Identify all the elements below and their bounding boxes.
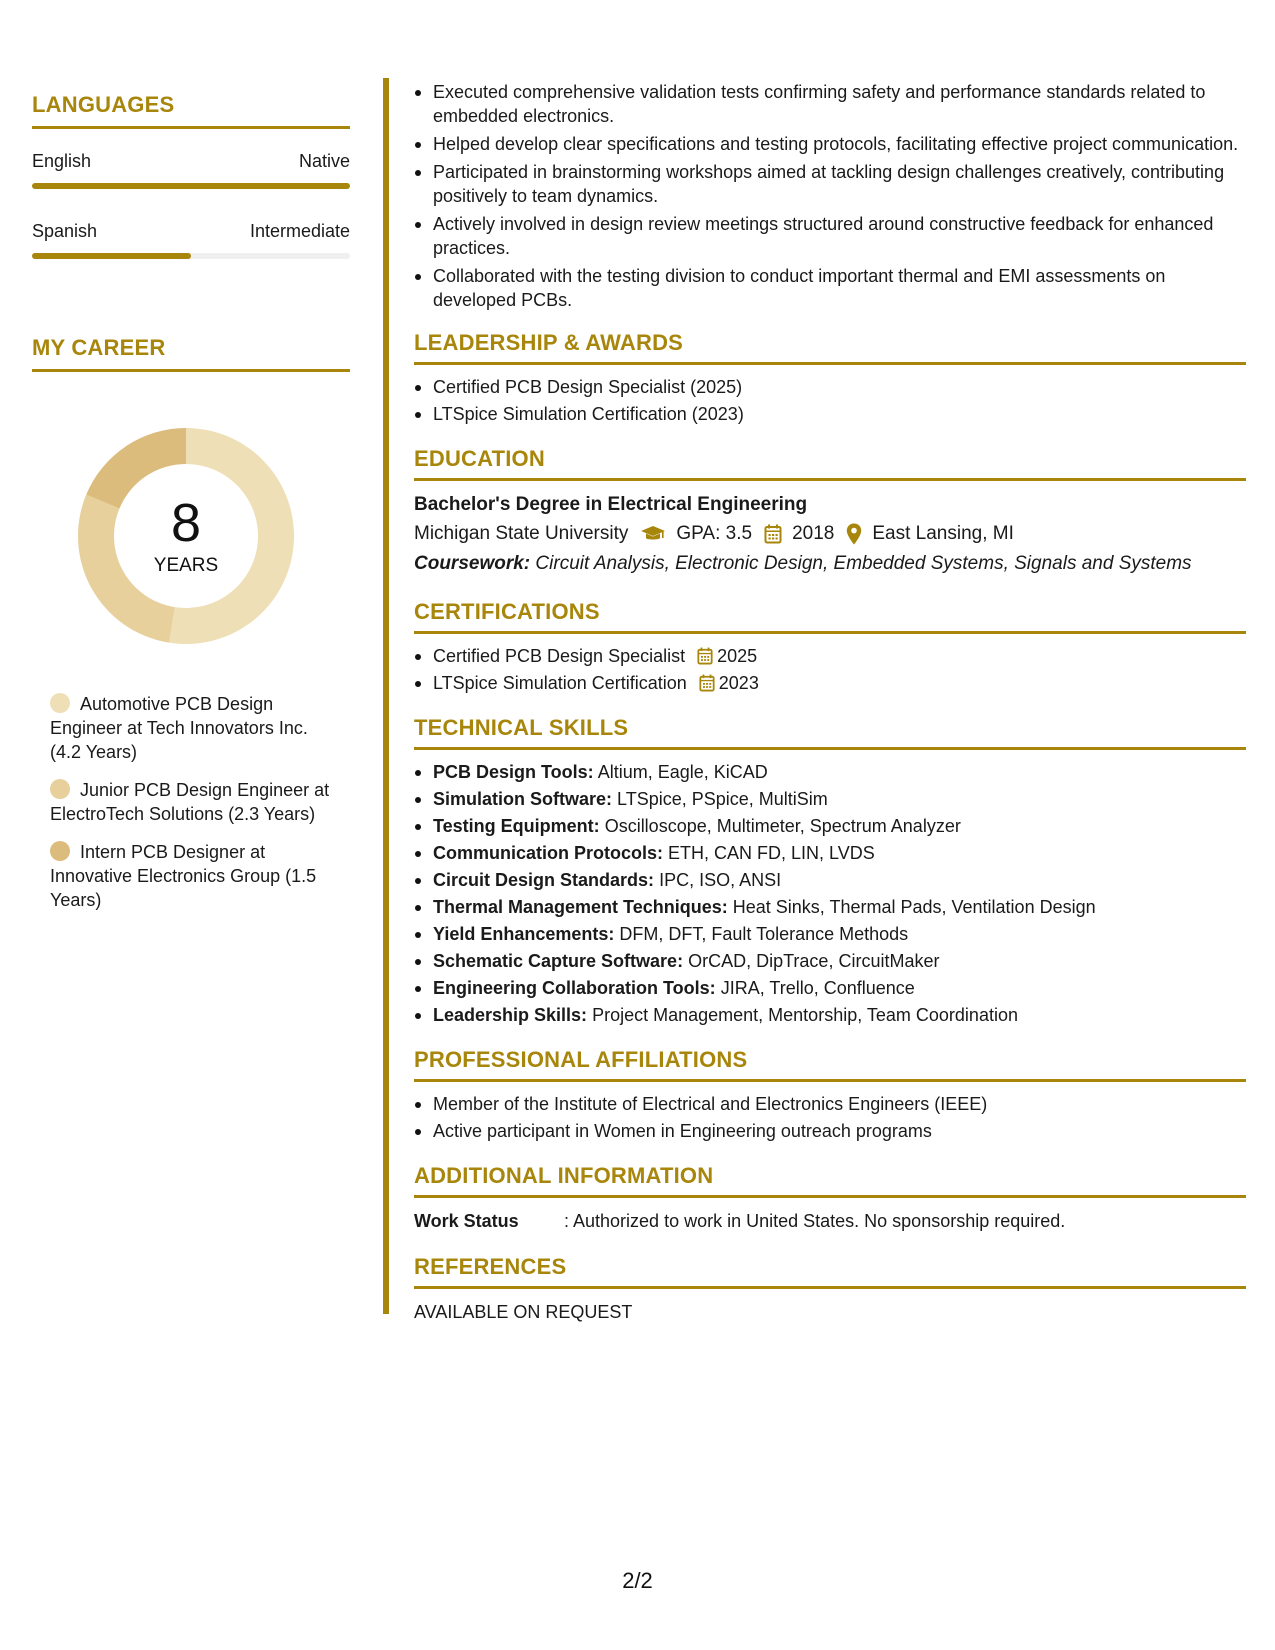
additional-info-section — [414, 1163, 1246, 1234]
skill-item — [414, 949, 1246, 973]
certifications-section — [414, 599, 1246, 695]
page-number: 2/2 — [622, 1568, 653, 1593]
skill-label: Thermal Management Techniques: — [433, 897, 728, 917]
skill-item — [414, 760, 1246, 784]
coursework — [414, 549, 1246, 579]
career-total-years: 8 — [170, 493, 202, 553]
section-title: PROFESSIONAL AFFILIATIONS — [414, 1047, 748, 1072]
legend-item — [50, 692, 340, 764]
work-status-value: : Authorized to work in United States. No sponsorship required. — [564, 1211, 1066, 1231]
skill-item — [414, 976, 1246, 1000]
list-item: Executed comprehensive validation tests confirming safety and performance standards related to embedded electronics. — [414, 80, 1246, 128]
list-item: Collaborated with the testing division to conduct important thermal and EMI assessments on developed PCBs. — [414, 264, 1246, 312]
legend-label: Junior PCB Design Engineer at ElectroTech Solutions (2.3 Years) — [50, 780, 330, 824]
legend-dot — [50, 841, 70, 861]
skill-value: Altium, Eagle, KiCAD — [597, 762, 768, 782]
career-donut-chart — [66, 416, 306, 656]
section-rule — [414, 1195, 1246, 1198]
section-title: REFERENCES — [414, 1254, 567, 1279]
certification-name: LTSpice Simulation Certification — [433, 673, 687, 693]
legend-dot — [50, 779, 70, 799]
legend-label: Intern PCB Designer at Innovative Electronics Group (1.5 Years) — [50, 842, 317, 910]
skill-item — [414, 895, 1246, 919]
school-name: Michigan State University — [414, 523, 629, 544]
calendar-icon — [697, 647, 713, 665]
section-rule — [414, 1286, 1246, 1289]
degree: Bachelor's Degree in Electrical Engineering — [414, 494, 808, 515]
references-text: AVAILABLE ON REQUEST — [414, 1302, 633, 1322]
affiliations-section — [414, 1047, 1246, 1143]
main-content — [414, 80, 1246, 1325]
skill-value: Oscilloscope, Multimeter, Spectrum Analyzer — [604, 816, 961, 836]
sidebar — [32, 92, 350, 926]
coursework-label: Coursework: — [414, 553, 531, 574]
list-item: Member of the Institute of Electrical and Electronics Engineers (IEEE) — [414, 1092, 1246, 1116]
language-item — [32, 149, 350, 189]
list-item: Actively involved in design review meetings structured around constructive feedback for enhanced practices. — [414, 212, 1246, 260]
section-title: LEADERSHIP & AWARDS — [414, 330, 684, 355]
skill-item — [414, 868, 1246, 892]
language-proficiency-bar — [32, 253, 350, 259]
work-status-row — [414, 1208, 1246, 1234]
skill-item — [414, 1003, 1246, 1027]
skill-label: Communication Protocols: — [433, 843, 664, 863]
education-section — [414, 446, 1246, 579]
skill-label: Simulation Software: — [433, 789, 613, 809]
language-proficiency-fill — [32, 183, 350, 189]
section-rule — [414, 631, 1246, 634]
language-proficiency-fill — [32, 253, 191, 259]
references-section — [414, 1254, 1246, 1325]
language-level: Native — [298, 151, 350, 171]
skill-label: PCB Design Tools: — [433, 762, 594, 782]
graduation-cap-icon — [640, 525, 666, 543]
legend-item — [50, 840, 340, 912]
section-title: TECHNICAL SKILLS — [414, 715, 629, 740]
legend-dot — [50, 693, 70, 713]
skills-section — [414, 715, 1246, 1027]
certification-year: 2025 — [717, 646, 758, 666]
leadership-section — [414, 330, 1246, 426]
legend-label: Automotive PCB Design Engineer at Tech Innovators Inc. (4.2 Years) — [50, 694, 308, 762]
list-item: LTSpice Simulation Certification (2023) — [414, 402, 1246, 426]
location-pin-icon — [846, 523, 862, 545]
languages-title: LANGUAGES — [32, 92, 175, 117]
skill-label: Engineering Collaboration Tools: — [433, 978, 716, 998]
experience-bullets — [414, 80, 1246, 312]
school-location: East Lansing, MI — [872, 523, 1014, 544]
skill-value: DFM, DFT, Fault Tolerance Methods — [619, 924, 909, 944]
section-rule — [414, 362, 1246, 365]
skill-item — [414, 841, 1246, 865]
language-item — [32, 219, 350, 259]
column-divider — [383, 78, 389, 1314]
skill-item — [414, 787, 1246, 811]
career-total-label: YEARS — [153, 555, 219, 576]
section-title: CERTIFICATIONS — [414, 599, 600, 624]
career-title: MY CAREER — [32, 335, 166, 360]
skill-value: LTSpice, PSpice, MultiSim — [617, 789, 828, 809]
skill-value: JIRA, Trello, Confluence — [720, 978, 915, 998]
calendar-icon — [699, 674, 715, 692]
coursework-list: Circuit Analysis, Electronic Design, Embedded Systems, Signals and Systems — [535, 553, 1192, 574]
language-name: Spanish — [32, 221, 98, 241]
section-title: EDUCATION — [414, 446, 545, 471]
language-name: English — [32, 151, 92, 171]
graduation-year: 2018 — [792, 523, 835, 544]
skill-value: Heat Sinks, Thermal Pads, Ventilation Design — [732, 897, 1096, 917]
section-title: ADDITIONAL INFORMATION — [414, 1163, 714, 1188]
certification-year: 2023 — [718, 673, 759, 693]
list-item: Participated in brainstorming workshops aimed at tackling design challenges creatively, contributing positively to team dynamics. — [414, 160, 1246, 208]
legend-item — [50, 778, 340, 826]
education-details — [414, 519, 1246, 549]
section-rule — [414, 478, 1246, 481]
skill-label: Yield Enhancements: — [433, 924, 615, 944]
list-item: Active participant in Women in Engineering outreach programs — [414, 1119, 1246, 1143]
skill-value: IPC, ISO, ANSI — [659, 870, 782, 890]
skill-label: Leadership Skills: — [433, 1005, 588, 1025]
skill-value: ETH, CAN FD, LIN, LVDS — [668, 843, 875, 863]
gpa: GPA: 3.5 — [676, 523, 753, 544]
skill-item — [414, 922, 1246, 946]
work-status-label: Work Status — [414, 1211, 519, 1231]
career-rule — [32, 369, 350, 372]
skill-label: Schematic Capture Software: — [433, 951, 684, 971]
certification-name: Certified PCB Design Specialist — [433, 646, 686, 666]
list-item — [414, 671, 1246, 695]
languages-rule — [32, 126, 350, 129]
section-rule — [414, 1079, 1246, 1082]
language-level: Intermediate — [249, 221, 350, 241]
skill-label: Circuit Design Standards: — [433, 870, 655, 890]
list-item: Helped develop clear specifications and testing protocols, facilitating effective project communication. — [414, 132, 1246, 156]
skill-label: Testing Equipment: — [433, 816, 600, 836]
list-item — [414, 644, 1246, 668]
calendar-icon — [764, 524, 782, 544]
language-proficiency-bar — [32, 183, 350, 189]
career-legend — [50, 692, 340, 912]
skill-value: Project Management, Mentorship, Team Coordination — [592, 1005, 1018, 1025]
skill-item — [414, 814, 1246, 838]
skill-value: OrCAD, DipTrace, CircuitMaker — [688, 951, 940, 971]
section-rule — [414, 747, 1246, 750]
list-item: Certified PCB Design Specialist (2025) — [414, 375, 1246, 399]
